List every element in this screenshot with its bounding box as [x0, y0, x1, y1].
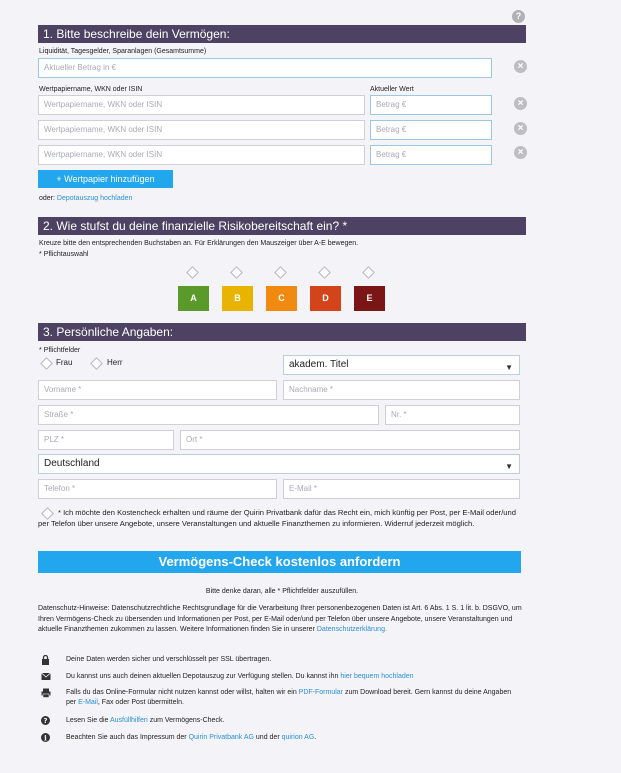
- house-number-input[interactable]: Nr. *: [385, 405, 520, 425]
- security-value-input[interactable]: Betrag €: [370, 145, 492, 165]
- email-link[interactable]: E-Mail: [78, 699, 98, 706]
- imprint-link-quirion[interactable]: quirion AG: [281, 734, 315, 741]
- security-name-input[interactable]: Wertpapiername, WKN oder ISIN: [38, 95, 365, 115]
- risk-instruction: Kreuze bitte den entsprechenden Buchstaben an. Für Erklärungen den Mauszeiger über A-E bewegen.: [39, 240, 359, 247]
- security-name-input[interactable]: Wertpapiername, WKN oder ISIN: [38, 120, 365, 140]
- section-title-assets: 1. Bitte beschreibe dein Vermögen:: [38, 25, 526, 43]
- remove-security-icon[interactable]: ×: [514, 97, 527, 110]
- submit-button[interactable]: Vermögens-Check kostenlos anfordern: [38, 551, 521, 573]
- upload-info-text: Du kannst uns auch deinen aktuellen Depotauszug zur Verfügung stellen. Du kannst ihn: [66, 673, 339, 680]
- salutation-radio-female[interactable]: [40, 357, 53, 370]
- remove-liquidity-icon[interactable]: ×: [514, 60, 527, 73]
- liquidity-label: Liquidität, Tagesgelder, Sparanlagen (Gesamtsumme): [39, 48, 207, 55]
- info-circle-icon: [41, 733, 51, 745]
- salutation-radio-male[interactable]: [90, 357, 103, 370]
- risk-option-e[interactable]: E: [354, 286, 385, 311]
- risk-option-b[interactable]: B: [222, 286, 253, 311]
- upload-here-link[interactable]: hier bequem hochladen: [340, 673, 414, 680]
- section-title-personal: 3. Persönliche Angaben:: [38, 323, 526, 341]
- security-value-label: Aktueller Wert: [370, 86, 414, 93]
- pdf-info-text-b: zum Download bereit. Gern kannst du deine Angaben per: [66, 689, 512, 706]
- upload-info: [66, 672, 516, 682]
- pdf-info: [66, 688, 516, 708]
- privacy-text: Datenschutz-Hinweise: Datenschutzrechtliche Rechtsgrundlage für die Verarbeitung Ihrer personenbezogenen Daten ist Art. 6 Abs. 1 S. 1 lit. b. DSGVO, um Ihren Vermögens-Check zu übersenden und Informationen per Post, per E-Mail oder/und per Telefon über unsere Angebote, unsere Veranstaltungen und aktuelle Finanzthemen zukommen zu lassen. Weitere Informationen finden Sie in unserer: [38, 605, 522, 633]
- imprint-and: und der: [255, 734, 280, 741]
- imprint-info: [66, 733, 516, 743]
- academic-title-value: akadem. Titel: [289, 359, 349, 370]
- upload-row: [39, 195, 132, 202]
- pdf-info-text-a: Falls du das Online-Formular nicht nutzen kannst oder willst, halten wir ein: [66, 689, 297, 696]
- help-icon[interactable]: ?: [512, 10, 525, 23]
- imprint-text: Beachten Sie auch das Impressum der: [66, 734, 187, 741]
- ssl-text: Deine Daten werden sicher und verschlüsselt per SSL übertragen.: [66, 656, 272, 663]
- filling-help-link[interactable]: Ausfüllhilfen: [109, 717, 148, 724]
- country-value: Deutschland: [44, 458, 100, 469]
- country-select[interactable]: [38, 454, 520, 474]
- or-text: oder:: [39, 195, 55, 202]
- liquidity-input[interactable]: Aktueller Betrag in €: [38, 58, 492, 78]
- lock-icon: [41, 655, 51, 668]
- chevron-down-icon: ▼: [505, 363, 513, 372]
- add-security-button[interactable]: + Wertpapier hinzufügen: [38, 170, 173, 188]
- section-title-risk: 2. Wie stufst du deine finanzielle Risikobereitschaft ein? *: [38, 217, 526, 235]
- help-info-text-b: zum Vermögens-Check.: [149, 717, 225, 724]
- svg-text:?: ?: [43, 717, 48, 725]
- risk-option-c[interactable]: C: [266, 286, 297, 311]
- zip-input[interactable]: PLZ *: [38, 430, 174, 450]
- privacy-notice: [38, 604, 526, 636]
- lastname-input[interactable]: Nachname *: [283, 380, 520, 400]
- upload-statement-link[interactable]: Depotauszug hochladen: [56, 195, 133, 202]
- city-input[interactable]: Ort *: [180, 430, 520, 450]
- security-value-input[interactable]: Betrag €: [370, 120, 492, 140]
- question-circle-icon: [41, 716, 51, 728]
- required-choice-note: * Pflichtauswahl: [39, 251, 89, 258]
- risk-option-d[interactable]: D: [310, 286, 341, 311]
- imprint-link-privatbank[interactable]: Quirin Privatbank AG: [188, 734, 254, 741]
- help-info-text: Lesen Sie die: [66, 717, 109, 724]
- pdf-info-text-c: , Fax oder Post übermitteln.: [97, 699, 184, 706]
- security-name-label: Wertpapiername, WKN oder ISIN: [39, 86, 143, 93]
- risk-radio-d[interactable]: [318, 266, 331, 279]
- risk-radio-c[interactable]: [274, 266, 287, 279]
- phone-input[interactable]: Telefon *: [38, 479, 277, 499]
- privacy-policy-link[interactable]: Datenschutzerklärung.: [316, 626, 387, 633]
- help-info: [66, 716, 516, 726]
- security-value-input[interactable]: Betrag €: [370, 95, 492, 115]
- risk-radio-b[interactable]: [230, 266, 243, 279]
- envelope-icon: [41, 672, 51, 684]
- printer-icon: [41, 688, 51, 701]
- risk-option-a[interactable]: A: [178, 286, 209, 311]
- remove-security-icon[interactable]: ×: [514, 146, 527, 159]
- risk-radio-a[interactable]: [186, 266, 199, 279]
- required-fields-note: * Pflichtfelder: [39, 347, 81, 354]
- svg-text:i: i: [44, 733, 47, 742]
- salutation-male-label: Herr: [107, 358, 123, 367]
- security-name-input[interactable]: Wertpapiername, WKN oder ISIN: [38, 145, 365, 165]
- chevron-down-icon: ▼: [505, 462, 513, 471]
- email-input[interactable]: E-Mail *: [283, 479, 520, 499]
- street-input[interactable]: Straße *: [38, 405, 379, 425]
- firstname-input[interactable]: Vorname *: [38, 380, 277, 400]
- academic-title-select[interactable]: [283, 355, 520, 375]
- imprint-dot: .: [314, 734, 317, 741]
- salutation-female-label: Frau: [56, 358, 73, 367]
- pdf-form-link[interactable]: PDF-Formular: [298, 689, 344, 696]
- risk-radio-e[interactable]: [362, 266, 375, 279]
- consent-text: * Ich möchte den Kostencheck erhalten und räume der Quirin Privatbank dafür das Recht ein, mich künftig per Post, per E-Mail oder/und per Telefon über unsere Angebote, unsere Veranstaltungen und aktuelle Finanzthemen zu informieren. Widerruf jederzeit möglich.: [38, 508, 516, 528]
- fill-required-note: Bitte denke daran, alle * Pflichtfelder auszufüllen.: [205, 588, 359, 595]
- remove-security-icon[interactable]: ×: [514, 122, 527, 135]
